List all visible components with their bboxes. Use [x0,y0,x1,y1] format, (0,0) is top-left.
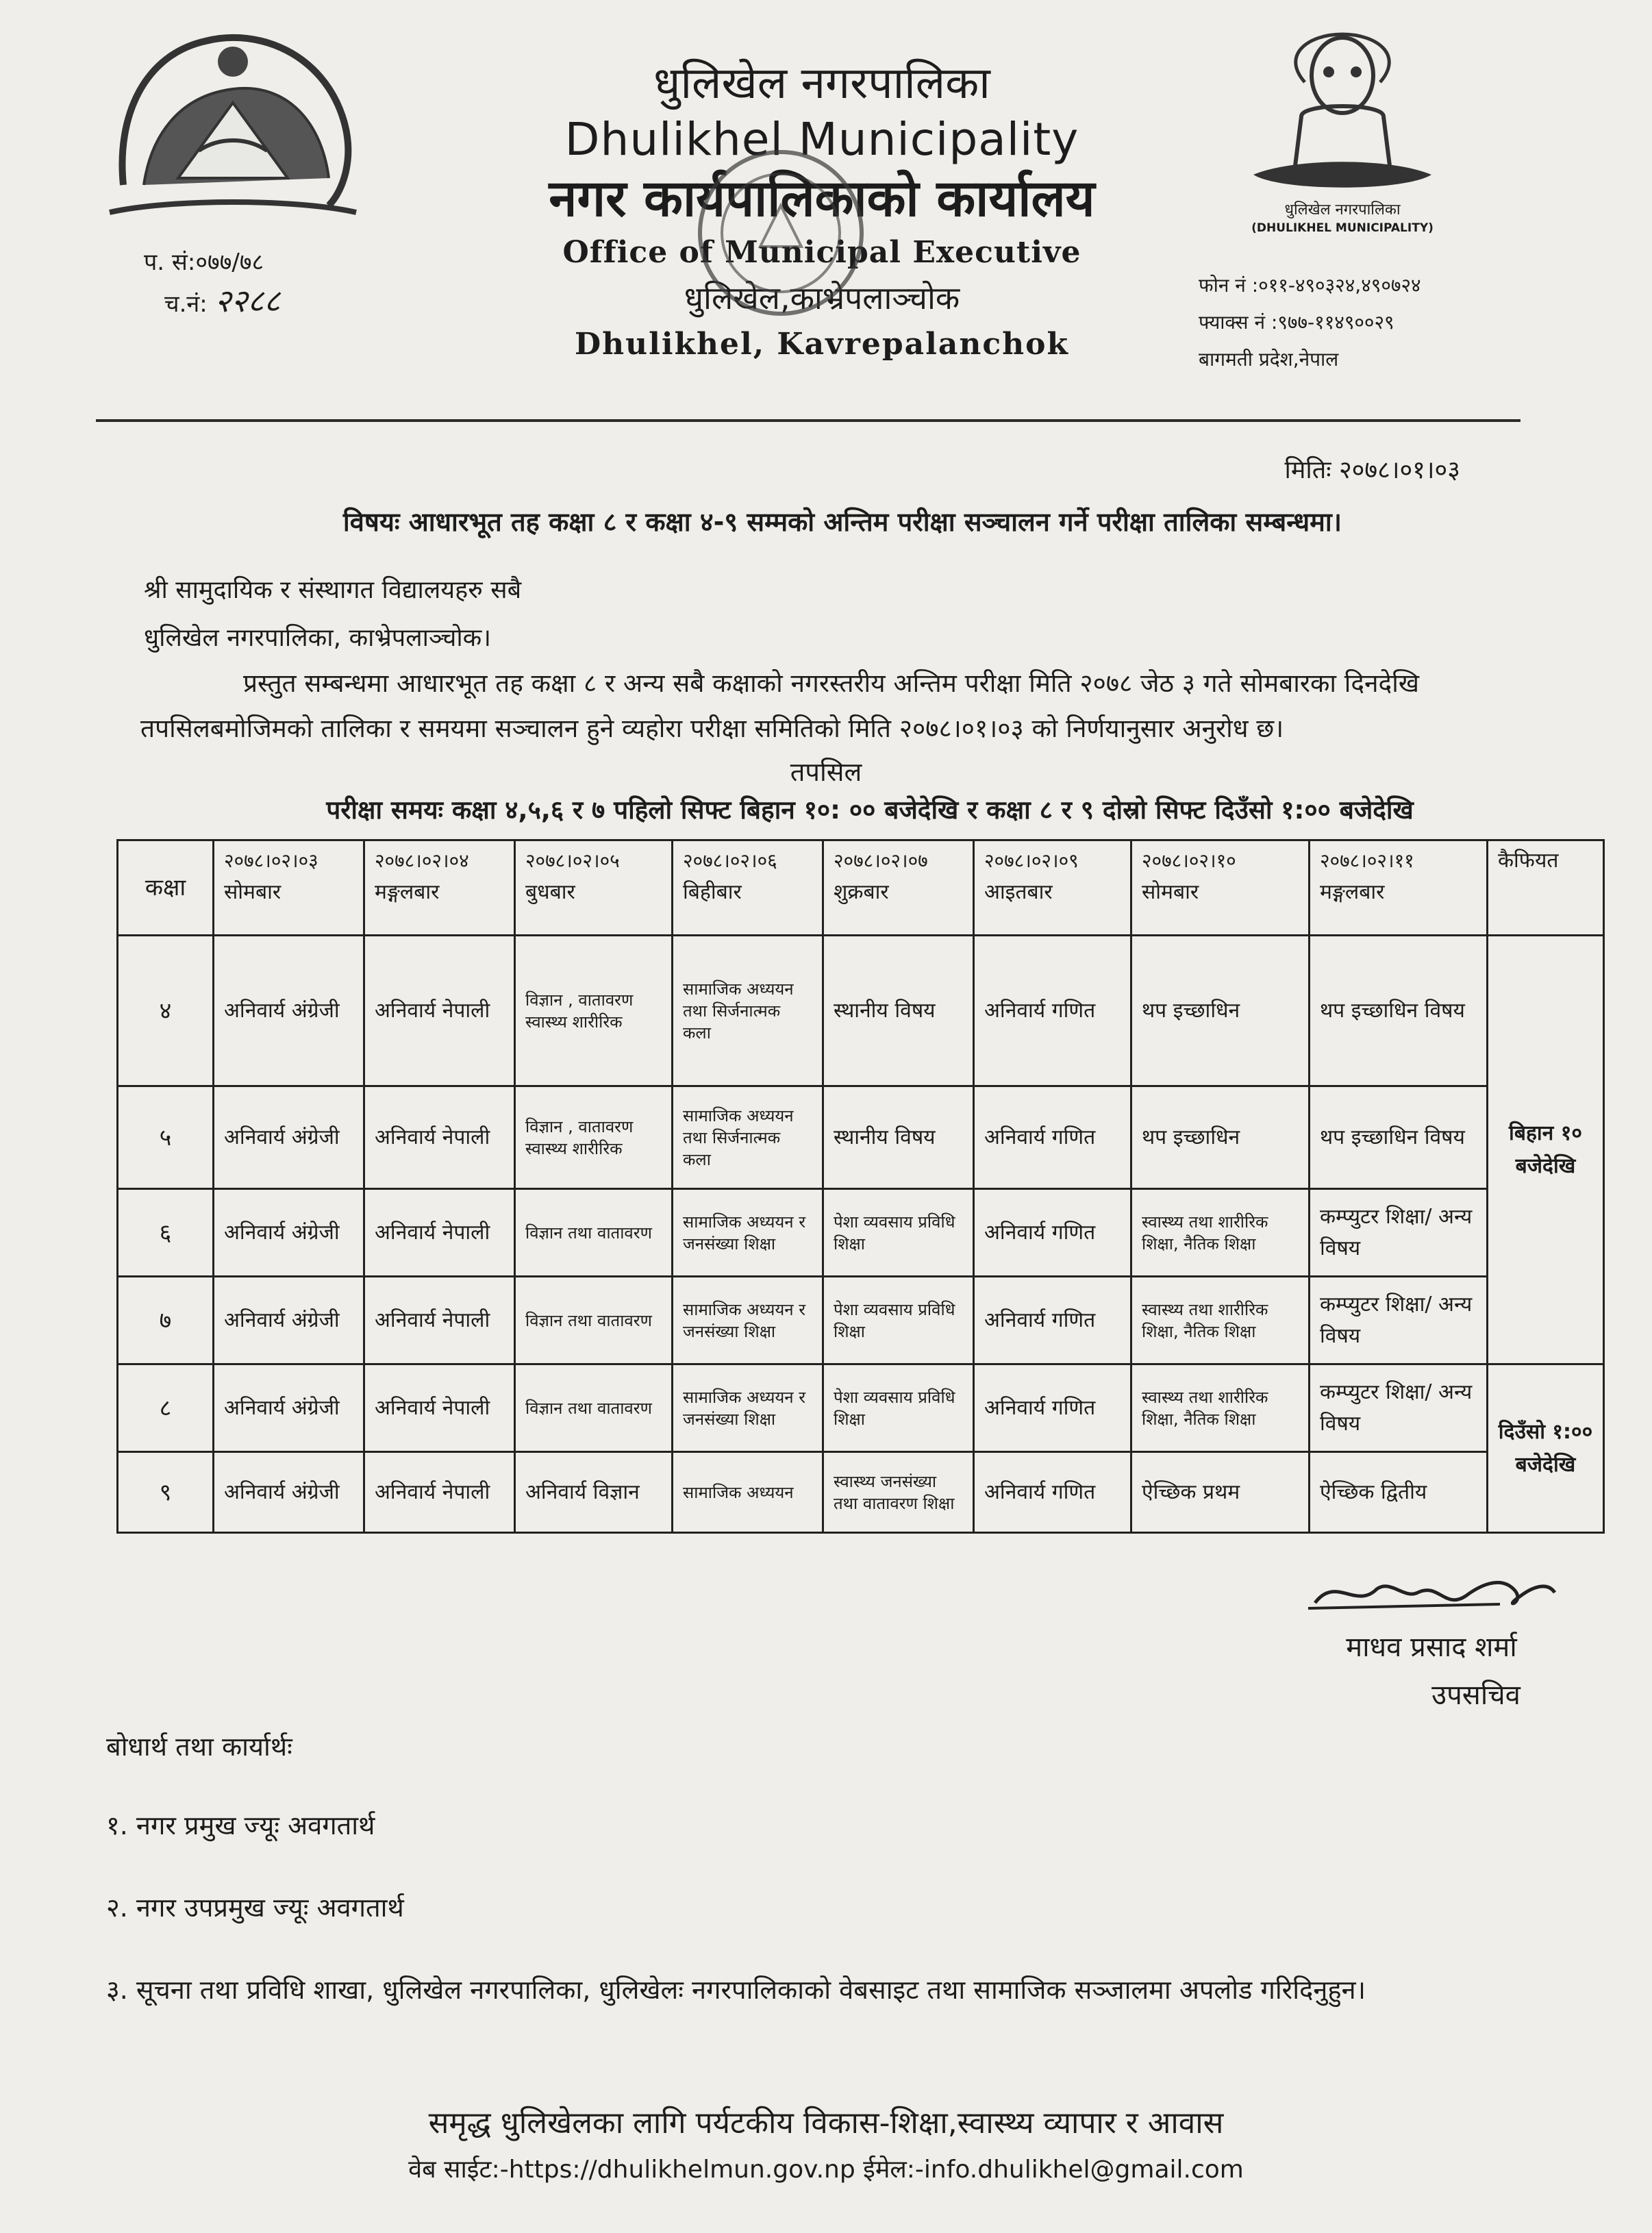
subject-cell: थप इच्छाधिन [1131,936,1310,1086]
cc-list [106,1719,1366,2031]
day-header: २०७८।०२।११ मङ्गलबार [1310,840,1488,936]
exam-timetable [116,839,1605,1534]
letter-subject: विषयः आधारभूत तह कक्षा ८ र कक्षा ४-९ सम्मको अन्तिम परीक्षा सञ्चालन गर्ने परीक्षा तालिका सम्बन्धमा। [342,507,1342,537]
reference-block [144,243,280,323]
subject-cell: विज्ञान तथा वातावरण [515,1189,673,1277]
address-en: Dhulikhel, Kavrepalanchok [575,327,1069,362]
dispatch-number: २२८८ [214,282,281,319]
subject-cell: विज्ञान तथा वातावरण [515,1277,673,1364]
letter-number: प. सं:०७७/७८ [144,249,264,276]
subject-cell: अनिवार्य गणित [974,1086,1131,1189]
exam-time: परीक्षा समयः कक्षा ४,५,६ र ७ पहिलो सिफ्ट बिहान १०: ०० बजेदेखि र कक्षा ८ र ९ दोस्रो सिफ्ट दिउँसो १:०० बजेदेखि [326,795,1414,825]
subject-cell: सामाजिक अध्ययन तथा सिर्जनात्मक कला [673,1086,823,1189]
day-header: २०७८।०२।०३ सोमबार [214,840,364,936]
table-row [118,1452,1604,1533]
address-np: धुलिखेल,काभ्रेपलाञ्चोक [684,279,960,316]
subject-cell: स्थानीय विषय [823,936,974,1086]
subject-cell: कम्प्युटर शिक्षा/ अन्य विषय [1310,1277,1488,1364]
subject-cell: थप इच्छाधिन [1131,1086,1310,1189]
grade-cell: ५ [118,1086,214,1189]
subject-cell: अनिवार्य गणित [974,1277,1131,1364]
day-header: २०७८।०२।०५ बुधबार [515,840,673,936]
subject-cell: अनिवार्य अंग्रेजी [214,1189,364,1277]
grade-header: कक्षा [118,840,214,936]
cc-item: २. नगर उपप्रमुख ज्यूः अवगतार्थ [106,1893,404,1923]
footer-slogan: समृद्ध धुलिखेलका लागि पर्यटकीय विकास-शिक्षा,स्वास्थ्य व्यापार र आवास [428,2106,1224,2141]
subject-cell: अनिवार्य अंग्रेजी [214,1364,364,1452]
logo-caption-np: धुलिखेल नगरपालिका [1284,201,1401,219]
fax-number: फ्याक्स नं :९७७-११४९००२९ [1199,311,1394,334]
subject-cell: पेशा व्यवसाय प्रविधि शिक्षा [823,1364,974,1452]
dispatch-number-row [144,282,280,323]
footer-web: वेब साईट:-https://dhulikhelmun.gov.np ईमेल:-info.dhulikhel@gmail.com [408,2156,1244,2184]
subject-cell: अनिवार्य गणित [974,1189,1131,1277]
subject-cell: सामाजिक अध्ययन र जनसंख्या शिक्षा [673,1189,823,1277]
subject-cell: सामाजिक अध्ययन र जनसंख्या शिक्षा [673,1364,823,1452]
subject-cell: अनिवार्य नेपाली [364,1189,515,1277]
subject-cell: विज्ञान , वातावरण स्वास्थ्य शारीरिक [515,1086,673,1189]
day-header: २०७८।०२।०९ आइतबार [974,840,1131,936]
schedule-heading: तपसिल [790,757,862,787]
table-row [118,936,1604,1086]
subject-cell: ऐच्छिक प्रथम [1131,1452,1310,1533]
subject-cell: अनिवार्य नेपाली [364,936,515,1086]
grade-cell: ७ [118,1277,214,1364]
day-header: २०७८।०२।०४ मङ्गलबार [364,840,515,936]
grade-cell: ४ [118,936,214,1086]
cc-item: १. नगर प्रमुख ज्यूः अवगतार्थ [106,1810,375,1841]
subject-cell: अनिवार्य गणित [974,1364,1131,1452]
day-header: २०७८।०२।०६ बिहीबार [673,840,823,936]
cc-heading: बोधार्थ तथा कार्यार्थः [106,1732,292,1762]
nepal-emblem-icon [103,14,363,226]
subject-cell: कम्प्युटर शिक्षा/ अन्य विषय [1310,1364,1488,1452]
subject-cell: सामाजिक अध्ययन र जनसंख्या शिक्षा [673,1277,823,1364]
remark-cell-afternoon: दिउँसो १:०० बजेदेखि [1488,1364,1604,1533]
province: बागमती प्रदेश,नेपाल [1199,348,1339,371]
body-line-2: तपसिलबमोजिमको तालिका र समयमा सञ्चालन हुने व्यहोरा परीक्षा समितिको मिति २०७८।०१।०३ को निर्णयानुसार अनुरोध छ। [140,714,1284,743]
subject-cell: स्थानीय विषय [823,1086,974,1189]
signature-block [1288,1562,1575,1719]
subject-cell: सामाजिक अध्ययन तथा सिर्जनात्मक कला [673,936,823,1086]
subject-cell: सामाजिक अध्ययन [673,1452,823,1533]
grade-cell: ९ [118,1452,214,1533]
subject-cell: अनिवार्य अंग्रेजी [214,1452,364,1533]
grade-cell: ६ [118,1189,214,1277]
deity-logo-icon [1240,27,1445,199]
subject-cell: अनिवार्य गणित [974,1452,1131,1533]
day-header: २०७८।०२।१० सोमबार [1131,840,1310,936]
signatory-name: माधव प्रसाद शर्मा [1346,1632,1517,1663]
subject-cell: थप इच्छाधिन विषय [1310,936,1488,1086]
remarks-header: कैफियत [1488,840,1604,936]
table-row [118,1086,1604,1189]
subject-cell: पेशा व्यवसाय प्रविधि शिक्षा [823,1189,974,1277]
office-stamp-icon [692,144,870,322]
subject-cell: अनिवार्य विज्ञान [515,1452,673,1533]
cc-item: ३. सूचना तथा प्रविधि शाखा, धुलिखेल नगरपालिका, धुलिखेलः नगरपालिकाको वेबसाइट तथा सामाजिक सञ्जालमा अपलोड गरिदिनुहुन। [106,1975,1366,2005]
header-divider [96,419,1520,422]
body-line-1: प्रस्तुत सम्बन्धमा आधारभूत तह कक्षा ८ र अन्य सबै कक्षाको नगरस्तरीय अन्तिम परीक्षा मिति २०७८ जेठ ३ गते सोमबारका दिनदेखि [243,669,1420,698]
subject-cell: थप इच्छाधिन विषय [1310,1086,1488,1189]
subject-cell: अनिवार्य नेपाली [364,1364,515,1452]
signatory-title: उपसचिव [1431,1680,1520,1711]
subject-cell: स्वास्थ्य तथा शारीरिक शिक्षा, नैतिक शिक्षा [1131,1189,1310,1277]
subject-cell: अनिवार्य नेपाली [364,1452,515,1533]
subject-cell: कम्प्युटर शिक्षा/ अन्य विषय [1310,1189,1488,1277]
subject-cell: विज्ञान , वातावरण स्वास्थ्य शारीरिक [515,936,673,1086]
subject-cell: अनिवार्य अंग्रेजी [214,1086,364,1189]
remark-cell-morning: बिहान १० बजेदेखि [1488,936,1604,1364]
table-row [118,1364,1604,1452]
table-row [118,1277,1604,1364]
subject-cell: स्वास्थ्य तथा शारीरिक शिक्षा, नैतिक शिक्षा [1131,1364,1310,1452]
municipality-name-en: Dhulikhel Municipality [564,113,1079,166]
contact-block [1199,267,1421,378]
grade-cell: ८ [118,1364,214,1452]
dispatch-label: च.नं: [164,290,208,318]
subject-cell: पेशा व्यवसाय प्रविधि शिक्षा [823,1277,974,1364]
subject-cell: अनिवार्य गणित [974,936,1131,1086]
addressee-line-1: श्री सामुदायिक र संस्थागत विद्यालयहरु सबै [144,576,522,604]
table-header-row [118,840,1604,936]
subject-cell: विज्ञान तथा वातावरण [515,1364,673,1452]
subject-cell: अनिवार्य नेपाली [364,1086,515,1189]
day-header: २०७८।०२।०७ शुक्रबार [823,840,974,936]
table-row [118,1189,1604,1277]
municipality-name-np: धुलिखेल नगरपालिका [653,58,990,109]
office-name-en: Office of Municipal Executive [562,235,1081,270]
subject-cell: अनिवार्य नेपाली [364,1277,515,1364]
phone-number: फोन नं :०११-४९०३२४,४९०७२४ [1199,274,1421,297]
signature-icon [1294,1562,1568,1623]
letter-footer [0,2096,1652,2189]
subject-cell: ऐच्छिक द्वितीय [1310,1452,1488,1533]
addressee-line-2: धुलिखेल नगरपालिका, काभ्रेपलाञ्चोक। [144,624,491,652]
logo-caption-en: (DHULIKHEL MUNICIPALITY) [1251,221,1434,235]
subject-cell: अनिवार्य अंग्रेजी [214,1277,364,1364]
subject-cell: स्वास्थ्य तथा शारीरिक शिक्षा, नैतिक शिक्षा [1131,1277,1310,1364]
subject-cell: अनिवार्य अंग्रेजी [214,936,364,1086]
subject-cell: स्वास्थ्य जनसंख्या तथा वातावरण शिक्षा [823,1452,974,1533]
letter-date: मितिः २०७८।०१।०३ [1284,456,1460,484]
letter-body [140,661,1510,751]
office-name-np: नगर कार्यपालिकाको कार्यालय [549,169,1095,228]
municipality-logo [1226,27,1459,253]
